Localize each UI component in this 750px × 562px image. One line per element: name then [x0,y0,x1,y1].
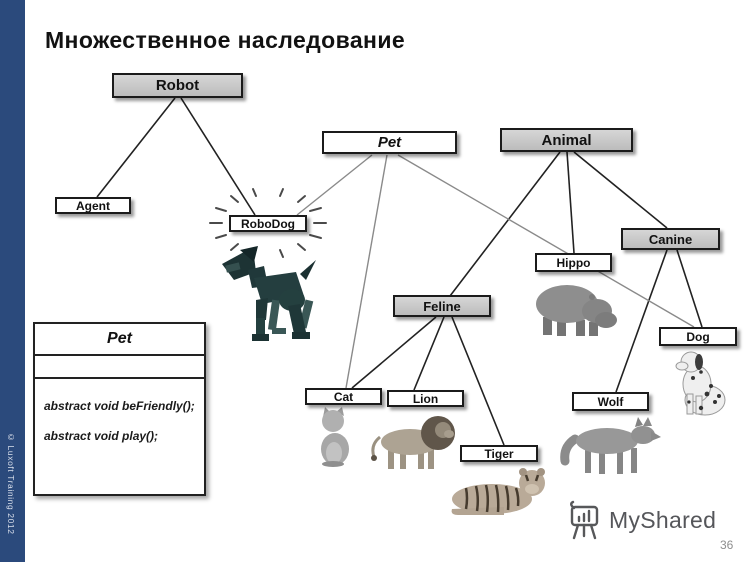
uml-fields-section [35,356,204,379]
node-tiger: Tiger [460,445,538,462]
node-hippo: Hippo [535,253,612,272]
node-dog: Dog [659,327,737,346]
robodog-image [214,242,328,346]
watermark [566,500,716,540]
node-pet: Pet [322,131,457,154]
node-agent: Agent [55,197,131,214]
dalmatian-image [671,350,735,418]
uml-class-name: Pet [35,324,204,356]
uml-method-play: abstract void play(); [44,429,159,443]
node-cat: Cat [305,388,382,405]
myshared-brand-text: MyShared [609,506,717,533]
slide-title: Множественное наследование [45,27,406,53]
lion-image [370,411,464,471]
cat-image [316,407,354,467]
gray-edge-lines [297,155,694,388]
node-wolf: Wolf [572,392,649,411]
node-animal: Animal [500,128,633,152]
myshared-easel-icon [566,500,602,540]
uml-methods-section [35,379,204,443]
copyright-vertical-text: © Luxoft Training 2012 [6,432,16,535]
node-feline: Feline [393,295,491,317]
node-robodog: RoboDog [229,215,307,232]
uml-method-befriendly: abstract void beFriendly(); [44,399,195,413]
node-robot: Robot [112,73,243,98]
uml-class-box [33,322,206,496]
node-lion: Lion [387,390,464,407]
page-number: 36 [720,538,734,552]
tiger-image [446,463,550,521]
hippo-image [529,277,619,341]
node-canine: Canine [621,228,720,250]
wolf-image [559,415,661,477]
